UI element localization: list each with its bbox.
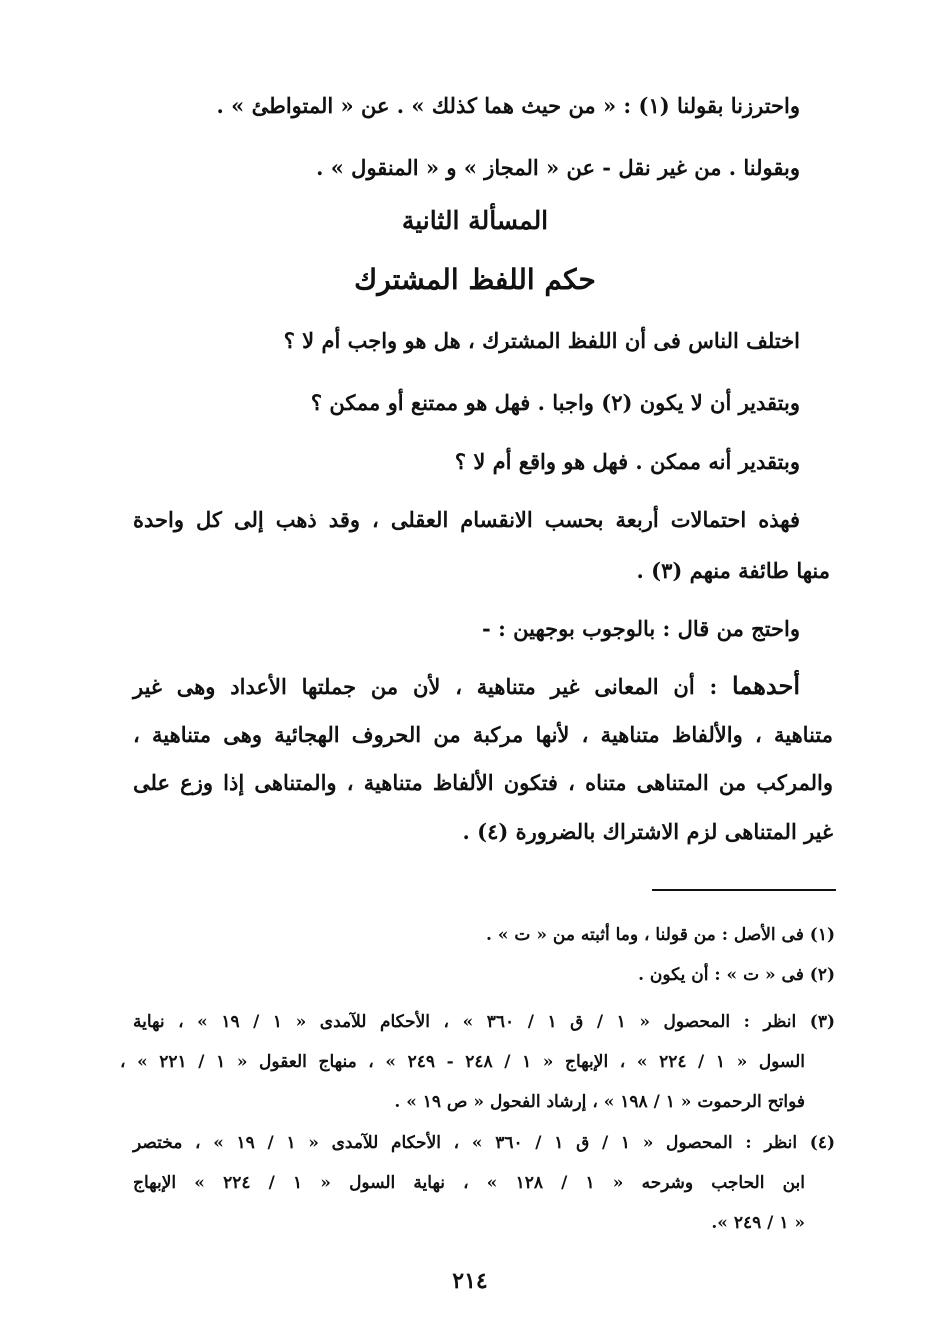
footnote-3-line-1: (٣) انظر : المحصول « ١ / ق ١ / ٣٦٠ » ، الأحكام للآمدى « ١ / ١٩ » ، نهاية — [133, 1012, 836, 1032]
footnote-4-line-2: ابن الحاجب وشرحه « ١ / ١٢٨ » ، نهاية السول « ١ / ٢٢٤ » الإبهاج — [133, 1173, 805, 1193]
page-title: حكم اللفظ المشترك — [354, 263, 596, 296]
intro-line-1: واحترزنا بقولنا (١) : « من حيث هما كذلك » . عن « المتواطئ » . — [216, 93, 800, 118]
question-3: وبتقدير أنه ممكن . فهل هو واقع أم لا ؟ — [454, 449, 800, 474]
section-heading: المسألة الثانية — [401, 206, 549, 235]
paragraph-3-line-1-text: : أن المعانى غير متناهية ، لأن من جملتها الأعداد وهى غير — [133, 674, 733, 699]
paragraph-2: واحتج من قال : بالوجوب بوجهين : - — [482, 616, 800, 641]
page-number: ٢١٤ — [452, 1268, 488, 1294]
footnote-4-line-3: « ١ / ٢٤٩ ». — [711, 1213, 805, 1233]
intro-line-2: وبقولنا . من غير نقل - عن « المجاز » و « المنقول » . — [316, 155, 800, 180]
question-1: اختلف الناس فى أن اللفظ المشترك ، هل هو واجب أم لا ؟ — [283, 328, 800, 353]
paragraph-3-line-1 — [133, 672, 800, 701]
footnote-1: (١) فى الأصل : من قولنا ، وما أثبته من « ت » . — [486, 925, 835, 945]
question-2: وبتقدير أن لا يكون (٢) واجبا . فهل هو ممتنع أو ممكن ؟ — [310, 390, 800, 415]
paragraph-3-line-3: والمركب من المتناهى متناه ، فتكون الألفاظ متناهية ، والمتناهى إذا وزع على — [133, 770, 833, 795]
footnote-separator — [652, 889, 836, 891]
paragraph-3-line-4: غير المتناهى لزم الاشتراك بالضرورة (٤) . — [462, 819, 833, 844]
paragraph-1-line-2: منها طائفة منهم (٣) . — [636, 558, 830, 583]
paragraph-1-line-1: فهذه احتمالات أربعة بحسب الانقسام العقلى ، وقد ذهب إلى كل واحدة — [133, 507, 800, 532]
footnote-3-line-2: السول « ١ / ٢٢٤ » ، الإبهاج « ١ / ٢٤٨ - ٢٤٩ » ، منهاج العقول « ١ / ٢٢١ » ، — [120, 1052, 806, 1072]
footnote-4-line-1: (٤) انظر : المحصول « ١ / ق ١ / ٣٦٠ » ، الأحكام للآمدى « ١ / ١٩ » ، مختصر — [133, 1133, 836, 1153]
footnote-2: (٢) فى « ت » : أن يكون . — [638, 965, 835, 985]
paragraph-3-lead: أحدهما — [732, 671, 800, 700]
footnote-3-line-3: فواتح الرحموت « ١ / ١٩٨ » ، إرشاد الفحول « ص ١٩ » . — [394, 1092, 805, 1112]
paragraph-3-line-2: متناهية ، والألفاظ متناهية ، لأنها مركبة من الحروف الهجائية وهى متناهية ، — [133, 722, 833, 747]
